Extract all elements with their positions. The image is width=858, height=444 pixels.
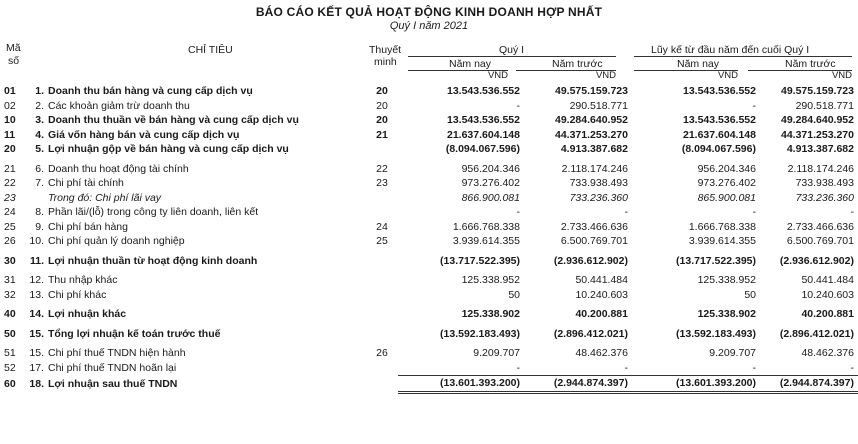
- table-row: [0, 142, 858, 157]
- row-note: [366, 376, 398, 393]
- row-q-current: 973.276.402: [461, 177, 520, 190]
- row-label: Doanh thu hoạt động tài chính: [48, 162, 189, 175]
- row-ytd-current: 13.543.536.552: [683, 85, 756, 98]
- row-ytd-previous: 2.733.466.636: [786, 220, 854, 233]
- table-row: [0, 302, 858, 322]
- row-q-current: 3.939.614.355: [452, 235, 520, 248]
- row-label: Lợi nhuận sau thuế TNDN: [48, 377, 178, 390]
- table-row: [0, 84, 858, 99]
- table-row: [0, 220, 858, 235]
- header-chi-tieu: CHỈ TIÊU: [188, 44, 233, 56]
- row-label: Lợi nhuận gộp về bán hàng và cung cấp dịch vụ: [48, 143, 289, 156]
- row-ytd-previous: -: [850, 361, 854, 374]
- row-label: Chi phí tài chính: [48, 177, 124, 190]
- row-ytd-previous: (2.896.412.021): [779, 327, 854, 340]
- row-code: 31: [4, 274, 16, 287]
- report-period: Quý I năm 2021: [389, 20, 469, 32]
- header-ytd-previous-year: Năm trước: [785, 58, 836, 70]
- row-q-previous: (2.936.612.902): [553, 254, 628, 267]
- row-ytd-current: 13.543.536.552: [683, 114, 756, 127]
- header-ma-so-line1: Mã: [6, 42, 21, 54]
- row-index: 14.: [29, 308, 44, 321]
- table-row: [0, 99, 858, 114]
- row-q-previous: (2.896.412.021): [553, 327, 628, 340]
- header-thuyet-minh-line2: minh: [374, 56, 397, 68]
- row-note: 20: [376, 99, 388, 112]
- row-code: 23: [4, 191, 16, 204]
- row-index: 12.: [29, 274, 44, 287]
- table-row: [0, 205, 858, 220]
- row-code: 32: [4, 288, 16, 301]
- row-ytd-current: -: [752, 361, 756, 374]
- row-ytd-current: 973.276.402: [697, 177, 756, 190]
- row-note: 22: [376, 162, 388, 175]
- row-index: 15.: [29, 327, 44, 340]
- unit-ytd-current: VND: [717, 70, 738, 81]
- row-note: [366, 142, 398, 157]
- row-label: Các khoản giảm trừ doanh thu: [48, 99, 190, 112]
- row-code: 11: [4, 128, 16, 141]
- row-note: 21: [376, 128, 388, 141]
- income-statement-table: [0, 84, 858, 394]
- row-ytd-current: 21.637.604.148: [683, 128, 756, 141]
- row-ytd-previous: (2.936.612.902): [779, 254, 854, 267]
- row-ytd-current: 3.939.614.355: [688, 235, 756, 248]
- row-note: 20: [376, 114, 388, 127]
- table-row: [0, 128, 858, 143]
- row-q-previous: 733.938.493: [569, 177, 628, 190]
- row-q-previous: 6.500.769.701: [560, 235, 628, 248]
- row-index: 4.: [35, 128, 44, 141]
- row-label: Doanh thu thuần về bán hàng và cung cấp dịch vụ: [48, 114, 299, 127]
- row-code: 24: [4, 206, 16, 219]
- row-ytd-current: 9.209.707: [709, 347, 756, 360]
- row-index: [26, 191, 48, 206]
- row-ytd-current: 125.338.952: [697, 274, 756, 287]
- report-title: BÁO CÁO KẾT QUẢ HOẠT ĐỘNG KINH DOANH HỢP NHẤT: [255, 5, 603, 19]
- row-q-current: 9.209.707: [473, 347, 520, 360]
- row-ytd-current: 865.900.081: [697, 191, 756, 204]
- row-code: 52: [4, 362, 16, 374]
- row-q-previous: -: [624, 206, 628, 219]
- row-code: 50: [4, 327, 16, 340]
- table-row: [0, 322, 858, 342]
- row-note: [366, 288, 398, 303]
- table-row: [0, 157, 858, 177]
- table-row: [0, 249, 858, 269]
- row-ytd-previous: 4.913.387.682: [786, 143, 854, 156]
- row-ytd-previous: 40.200.881: [801, 308, 854, 321]
- row-q-current: -: [516, 99, 520, 112]
- row-q-current: 13.543.536.552: [447, 85, 520, 98]
- row-q-current: (13.601.393.200): [398, 376, 526, 393]
- row-ytd-previous: 733.236.360: [795, 191, 854, 204]
- row-ytd-previous: 733.938.493: [795, 177, 854, 190]
- row-ytd-current: 50: [744, 288, 756, 301]
- row-code: 20: [4, 143, 16, 156]
- row-note: [366, 205, 398, 220]
- row-q-previous: 733.236.360: [569, 191, 628, 204]
- table-row: [0, 268, 858, 288]
- table-row: [0, 361, 858, 376]
- row-q-previous: 49.575.159.723: [555, 85, 628, 98]
- row-ytd-previous: 10.240.603: [801, 288, 854, 301]
- row-code: 30: [4, 254, 16, 267]
- row-label: Chi phí thuế TNDN hiện hành: [48, 347, 186, 360]
- row-index: 2.: [35, 99, 44, 112]
- table-row: [0, 341, 858, 361]
- row-q-current: (13.592.183.493): [440, 327, 520, 340]
- row-note: [366, 322, 398, 342]
- row-code: 01: [4, 85, 16, 98]
- row-q-previous: 4.913.387.682: [560, 143, 628, 156]
- row-q-previous: 44.371.253.270: [555, 128, 628, 141]
- row-ytd-current: (13.592.183.493): [676, 327, 756, 340]
- row-index: 5.: [35, 143, 44, 156]
- row-code: 51: [4, 347, 16, 360]
- header-quarter: Quý I: [499, 44, 525, 56]
- row-q-current: -: [516, 206, 520, 219]
- row-index: 15.: [29, 347, 44, 360]
- row-note: [366, 268, 398, 288]
- row-ytd-previous: 290.518.771: [795, 99, 854, 112]
- row-q-previous: 40.200.881: [575, 308, 628, 321]
- row-label: Doanh thu bán hàng và cung cấp dịch vụ: [48, 85, 253, 98]
- row-ytd-previous: 49.284.640.952: [781, 114, 854, 127]
- row-q-current: 956.204.346: [461, 162, 520, 175]
- row-ytd-current: (8.094.067.596): [681, 143, 756, 156]
- row-index: 13.: [29, 288, 44, 301]
- row-q-current: 125.338.952: [461, 274, 520, 287]
- row-code: 22: [4, 177, 16, 190]
- row-code: 02: [4, 99, 16, 112]
- table-row: [0, 113, 858, 128]
- row-ytd-current: (13.717.522.395): [676, 254, 756, 267]
- row-note: 24: [376, 220, 388, 233]
- row-label: Thu nhập khác: [48, 274, 118, 287]
- quarter-header-rule: [408, 56, 616, 57]
- row-label: Trong đó: Chi phí lãi vay: [48, 191, 162, 204]
- row-ytd-previous: 44.371.253.270: [781, 128, 854, 141]
- row-q-current: 13.543.536.552: [447, 114, 520, 127]
- row-ytd-current: 1.666.768.338: [688, 220, 756, 233]
- row-index: 9.: [35, 220, 44, 233]
- table-row: [0, 191, 858, 206]
- unit-ytd-previous: VND: [831, 70, 852, 81]
- row-q-current: 866.900.081: [461, 191, 520, 204]
- row-ytd-previous: 49.575.159.723: [781, 85, 854, 98]
- row-q-previous: 2.118.174.246: [561, 162, 628, 175]
- row-ytd-previous: -: [850, 206, 854, 219]
- row-ytd-current: -: [752, 99, 756, 112]
- row-ytd-previous: 48.462.376: [801, 347, 854, 360]
- row-q-current: 125.338.902: [461, 308, 520, 321]
- row-label: Giá vốn hàng bán và cung cấp dịch vụ: [48, 128, 240, 141]
- row-index: 11.: [29, 254, 44, 267]
- unit-q-previous: VND: [595, 70, 616, 81]
- row-index: 6.: [35, 162, 44, 175]
- row-q-previous: 50.441.484: [575, 274, 628, 287]
- row-q-previous: 10.240.603: [575, 288, 628, 301]
- row-note: [366, 361, 398, 376]
- row-label: Chi phí bán hàng: [48, 220, 128, 233]
- row-q-previous: -: [624, 361, 628, 374]
- row-q-previous: 2.733.466.636: [560, 220, 628, 233]
- row-label: Chi phí quản lý doanh nghiệp: [48, 235, 185, 248]
- row-label: Chi phí khác: [48, 288, 107, 301]
- row-code: 60: [4, 377, 16, 390]
- row-q-previous: (2.944.874.397): [526, 376, 634, 393]
- row-note: [366, 191, 398, 206]
- row-q-current: (13.717.522.395): [440, 254, 520, 267]
- row-q-current: (8.094.067.596): [445, 143, 520, 156]
- row-index: 18.: [29, 377, 44, 390]
- row-index: 1.: [35, 85, 44, 98]
- row-note: 23: [376, 177, 388, 190]
- row-ytd-current: (13.601.393.200): [634, 376, 762, 393]
- row-note: 26: [376, 347, 388, 360]
- row-label: Tổng lợi nhuận kế toán trước thuế: [48, 327, 221, 340]
- row-ytd-current: 125.338.902: [697, 308, 756, 321]
- row-q-previous: 49.284.640.952: [555, 114, 628, 127]
- row-ytd-current: -: [752, 206, 756, 219]
- row-ytd-previous: 50.441.484: [801, 274, 854, 287]
- row-code: 40: [4, 308, 16, 321]
- header-ma-so-line2: số: [8, 55, 20, 67]
- row-ytd-previous: (2.944.874.397): [762, 376, 858, 393]
- table-row: [0, 288, 858, 303]
- header-q-current-year: Năm nay: [449, 58, 492, 70]
- header-year-to-date: Lũy kế từ đầu năm đến cuối Quý I: [651, 44, 810, 56]
- row-index: 7.: [35, 177, 44, 190]
- table-row: [0, 176, 858, 191]
- row-index: 10.: [29, 235, 44, 248]
- row-q-current: -: [516, 361, 520, 374]
- row-ytd-previous: 6.500.769.701: [786, 235, 854, 248]
- row-index: 17.: [29, 362, 44, 374]
- row-code: 26: [4, 235, 16, 248]
- row-label: Lợi nhuận thuần từ hoạt động kinh doanh: [48, 254, 258, 267]
- row-ytd-previous: 2.118.174.246: [787, 162, 854, 175]
- row-code: 21: [4, 162, 16, 175]
- row-ytd-current: 956.204.346: [697, 162, 756, 175]
- header-ytd-current-year: Năm nay: [677, 58, 720, 70]
- row-note: [366, 249, 398, 269]
- row-q-current: 1.666.768.338: [452, 220, 520, 233]
- row-code: 25: [4, 220, 16, 233]
- row-note: 25: [376, 235, 388, 248]
- header-thuyet-minh-line1: Thuyết: [369, 44, 402, 56]
- row-q-current: 50: [508, 288, 520, 301]
- row-index: 8.: [35, 206, 44, 219]
- row-label: Phần lãi/(lỗ) trong công ty liên doanh, liên kết: [48, 206, 259, 219]
- header-q-previous-year: Năm trước: [552, 58, 603, 70]
- row-index: 3.: [35, 114, 44, 127]
- table-row: [0, 376, 858, 393]
- unit-q-current: VND: [487, 70, 508, 81]
- row-note: [366, 302, 398, 322]
- row-q-current: 21.637.604.148: [447, 128, 520, 141]
- row-label: Chi phí thuế TNDN hoãn lại: [48, 362, 177, 374]
- ytd-header-rule: [634, 56, 852, 57]
- row-label: Lợi nhuận khác: [48, 308, 127, 321]
- row-note: 20: [376, 85, 388, 98]
- row-q-previous: 290.518.771: [569, 99, 628, 112]
- row-q-previous: 48.462.376: [575, 347, 628, 360]
- table-row: [0, 234, 858, 249]
- row-code: 10: [4, 114, 16, 127]
